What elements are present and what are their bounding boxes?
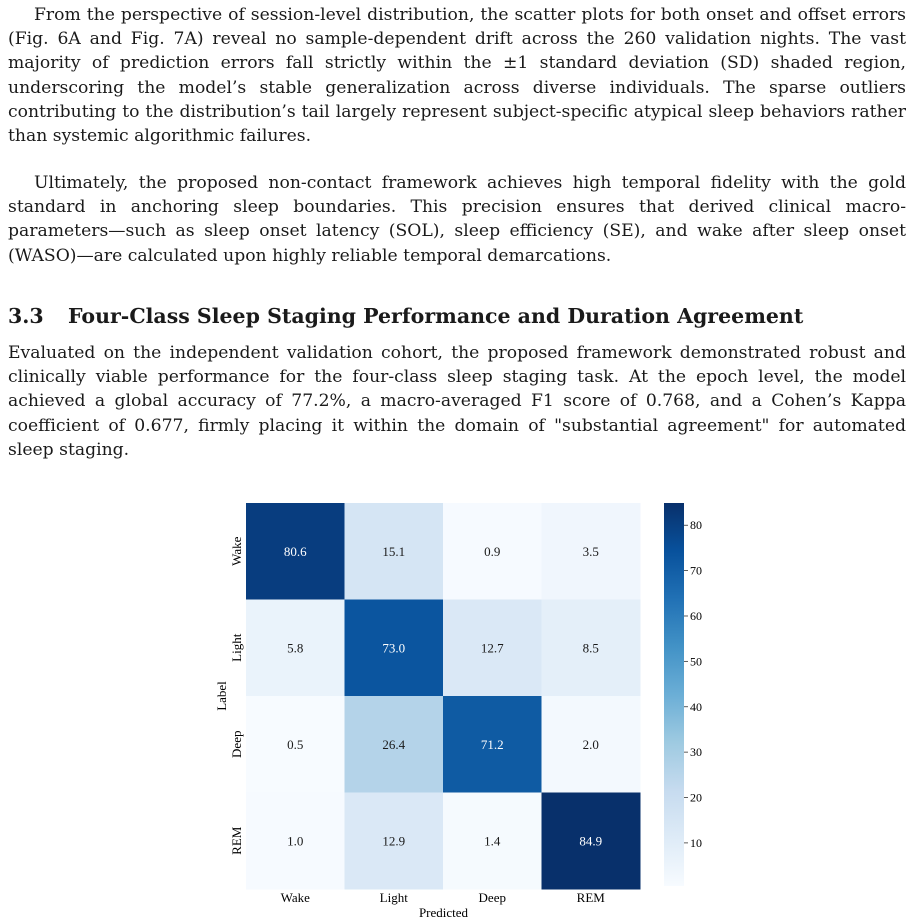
cell-value-label: 5.8 [287, 640, 304, 656]
x-tick-label: REM [576, 890, 605, 905]
cell-value-label: 71.2 [480, 736, 504, 752]
cell-value-label: 8.5 [582, 640, 599, 656]
cell-value-label: 2.0 [582, 736, 599, 752]
cell-value-label: 1.0 [287, 833, 304, 849]
colorbar-tick-label: 60 [690, 608, 702, 623]
colorbar-tick-label: 30 [690, 745, 702, 760]
colorbar-ticks [684, 518, 702, 850]
paragraph-temporal-fidelity: Ultimately, the proposed non-contact framework achieves high temporal fidelity with the gold standard in anchoring sleep boundaries. This precision ensures that derived clinical macro-parameters—such as sleep onset latency (SOL), sleep efficiency (SE), and wake after sleep onset (WASO)—are calculated upon highly reliable temporal demarcations. [8, 173, 906, 266]
y-tick-label: Light [229, 633, 244, 662]
x-tick-label: Light [379, 890, 408, 905]
cell-value-label: 80.6 [283, 543, 307, 559]
paragraph-staging-performance: Evaluated on the independent validation cohort, the proposed framework demonstrated robust and clinically viable performance for the four-class sleep staging task. At the epoch level, the model achieved a global accuracy of 77.2%, a macro-averaged F1 score of 0.768, and a Cohen’s Kappa coefficient of 0.677, firmly placing it within the domain of "substantial agreement" for automated sleep staging. [8, 343, 906, 460]
colorbar-tick-label: 40 [690, 699, 702, 714]
colorbar-tick-label: 20 [690, 790, 702, 805]
heatmap-cells [246, 503, 641, 890]
cell-value-label: 0.5 [287, 736, 304, 752]
cell-value-label: 26.4 [382, 736, 406, 752]
y-axis-label: Label [214, 681, 229, 711]
colorbar-tick-label: 50 [690, 654, 702, 669]
colorbar-tick-label: 80 [690, 518, 702, 533]
cell-value-label: 3.5 [582, 543, 599, 559]
y-tick-label: Wake [229, 536, 244, 566]
section-title: Four-Class Sleep Staging Performance and Duration Agreement [68, 304, 804, 328]
y-tick-label: Deep [229, 730, 244, 758]
paragraph-session-distribution: From the perspective of session-level distribution, the scatter plots for both onset and offset errors (Fig. 6A and Fig. 7A) reveal no sample-dependent drift across the 260 validation nights. The vast majority of prediction errors fall strictly within the ±1 standard deviation (SD) shaded region, underscoring the model’s stable generalization across diverse individuals. The sparse outliers contributing to the distribution’s tail largely represent subject-specific atypical sleep behaviors rather than systemic algorithmic failures. [8, 5, 906, 147]
x-axis-label: Predicted [418, 905, 469, 920]
section-number: 3.3 [8, 304, 44, 328]
x-tick-label: Deep [478, 890, 506, 905]
x-tick-label: Wake [280, 890, 310, 905]
cell-value-label: 84.9 [579, 833, 603, 849]
cell-value-label: 15.1 [382, 543, 406, 559]
cell-value-label: 12.9 [382, 833, 406, 849]
cell-value-label: 0.9 [484, 543, 501, 559]
colorbar-tick-label: 70 [690, 563, 702, 578]
colorbar-tick-label: 10 [690, 835, 702, 850]
x-tick-labels [281, 890, 606, 905]
cell-value-label: 12.7 [480, 640, 504, 656]
cell-value-label: 1.4 [484, 833, 501, 849]
colorbar [664, 503, 684, 886]
y-tick-label: REM [229, 826, 244, 855]
y-tick-labels [229, 536, 244, 854]
cell-value-label: 73.0 [382, 640, 406, 656]
